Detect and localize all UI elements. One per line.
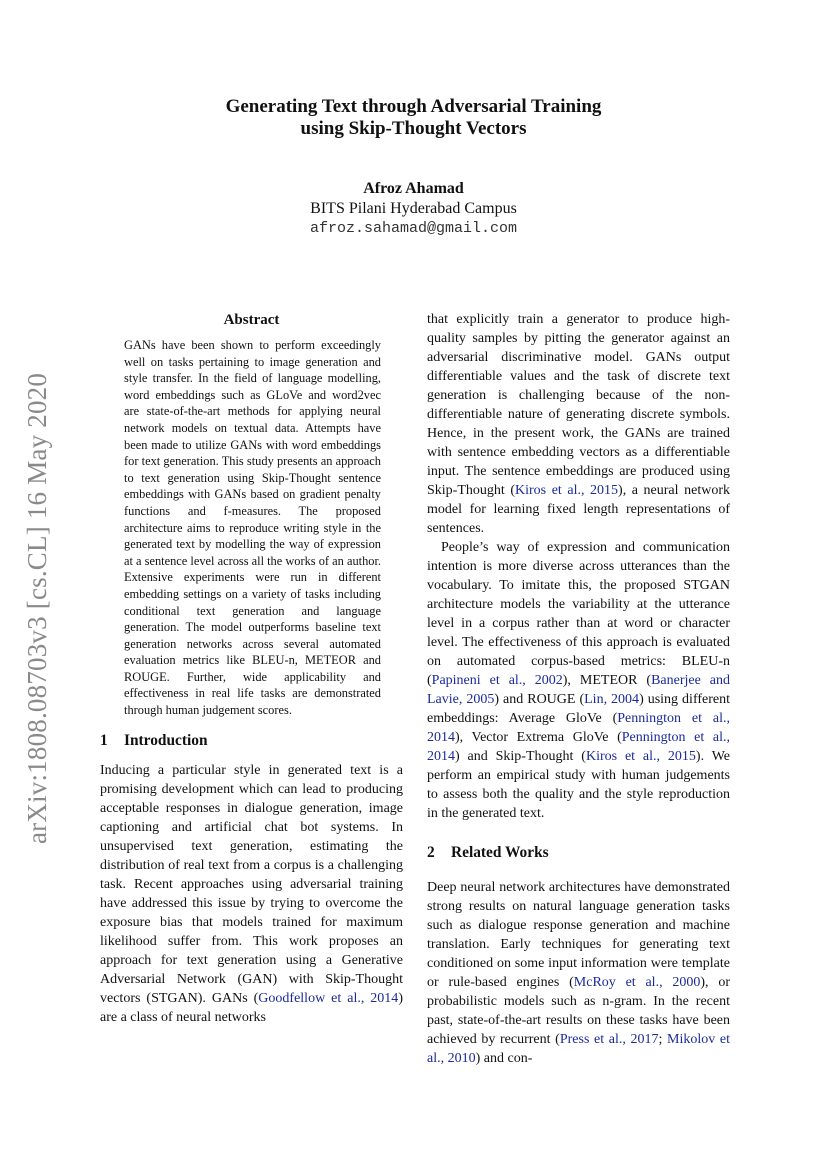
intro-right-a: that explicitly train a generator to produce high-quality samples by pitting the generator against an adversarial discriminative model. GANs output differentiable values and the task of discrete text generation is challenging because of the non-differentiable nature of generating discrete symbols. Hence, in the present work, the GANs are trained with sentence embedding vectors as a differentiable input. The sentence embeddings are produced using Skip-Thought ( [427, 312, 730, 498]
related-text-a: Deep neural network architectures have demonstrated strong results on natural language generation tasks such as dialogue response generation and machine translation. Early techniques for generating text conditioned on some input information were template or rule-based engines ( [427, 880, 730, 990]
section-2-title: Related Works [451, 844, 549, 861]
intro-paragraph-2 [427, 538, 730, 823]
intro-right-b: ), a neural network model for learning fixed length representations of sentences. [427, 483, 730, 536]
section-2-heading [427, 843, 730, 863]
related-text-b: ), or probabilistic models such as n-gram. In the recent past, state-of-the-art results on these tasks have been achieved by recurrent ( [427, 975, 730, 1047]
citation-kiros-2[interactable]: Kiros et al., 2015 [585, 749, 696, 764]
p2-a: People’s way of expression and communication intention is more diverse across utterances than the vocabulary. To imitate this, the proposed STGAN architecture models the variability at the utterance level in a corpus rather than at word or character level. The effectiveness of this approach is evaluated on automated corpus-based metrics: BLEU-n ( [427, 540, 730, 688]
citation-mikolov[interactable]: Mikolov et al., 2010 [427, 1032, 730, 1066]
arxiv-id: arXiv:1808.08703v3 [cs.CL] 16 May 2020 [22, 372, 52, 844]
section-2-number: 2 [427, 844, 435, 861]
citation-lin[interactable]: Lin, 2004 [584, 692, 640, 707]
section-1-title: Introduction [124, 731, 208, 749]
citation-papineni[interactable]: Papineni et al., 2002 [431, 673, 563, 688]
left-column [100, 310, 403, 1027]
citation-mcroy[interactable]: McRoy et al., 2000 [573, 975, 701, 990]
arxiv-stamp [12, 352, 62, 844]
citation-banerjee[interactable]: Banerjee and Lavie, 2005 [427, 673, 730, 707]
abstract-heading: Abstract [223, 312, 280, 328]
author-affiliation: BITS Pilani Hyderabad Campus [310, 200, 517, 217]
p2-d: ) using different embeddings: Average GloVe ( [427, 692, 730, 726]
p2-g: ). We perform an empirical study with human judgements to assess both the quality and the style reproduction in the generated text. [427, 749, 730, 821]
right-column [427, 310, 730, 1068]
p2-e: ), Vector Extrema GloVe ( [455, 730, 622, 745]
title-line-2: using Skip-Thought Vectors [300, 118, 527, 139]
p2-f: ) and Skip-Thought ( [455, 749, 586, 764]
related-text-c: ) and con- [475, 1051, 533, 1066]
intro-text-b: ) are a class of neural networks [100, 990, 403, 1025]
related-sep: ; [658, 1032, 668, 1047]
title-line-1: Generating Text through Adversarial Training [225, 96, 602, 117]
author-block [0, 179, 827, 239]
citation-pennington-1[interactable]: Pennington et al., 2014 [427, 711, 730, 745]
abstract-text: GANs have been shown to perform exceedingly well on tasks pertaining to image generation and style transfer. In the field of language modelling, word embeddings such as GLoVe and word2vec are state-of-the-art methods for applying neural network models on textual data. Attempts have been made to utilize GANs with word embeddings for text generation. This study presents an approach to text generation using Skip-Thought sentence embeddings with GANs based on gradient penalty functions and f-measures. The proposed architecture aims to reproduce writing style in the generated text by modelling the way of expression at a sentence level across all the works of an author. Extensive experiments were run in different embedding settings on a variety of tasks including conditional text generation and language generation. The model outperforms baseline text generation networks across several automated evaluation metrics like BLEU-n, METEOR and ROUGE. Further, wide applicability and effectiveness in real life tasks are demonstrated through human judgement scores. [124, 338, 382, 718]
related-paragraph-1 [427, 878, 730, 1068]
author-name: Afroz Ahamad [363, 180, 464, 197]
intro-text-a: Inducing a particular style in generated text is a promising development which can lead to producing acceptable responses in dialogue generation, image captioning and artificial chat bot systems. In unsupervised text generation, estimating the distribution of real text from a corpus is a challenging task. Recent approaches using adversarial training have addressed this issue by trying to overcome the exposure bias that models trained for maximum likelihood suffer from. This work proposes an approach for text generation using a Generative Adversarial Network (GAN) with Skip-Thought vectors (STGAN). GANs ( [100, 762, 403, 1006]
p2-c: ) and ROUGE ( [494, 692, 585, 707]
citation-pennington-2[interactable]: Pennington et al., 2014 [427, 730, 730, 764]
paper-title [0, 96, 827, 140]
author-email: afroz.sahamad@gmail.com [309, 220, 518, 237]
citation-goodfellow[interactable]: Goodfellow et al., 2014 [258, 990, 399, 1006]
citation-kiros-1[interactable]: Kiros et al., 2015 [515, 483, 619, 498]
intro-paragraph-1 [100, 761, 403, 1027]
citation-press[interactable]: Press et al., 2017 [559, 1032, 659, 1047]
intro-paragraph-1-cont [427, 310, 730, 538]
section-1-number: 1 [100, 731, 108, 749]
section-1-heading [100, 731, 403, 751]
p2-b: ), METEOR ( [562, 673, 652, 688]
